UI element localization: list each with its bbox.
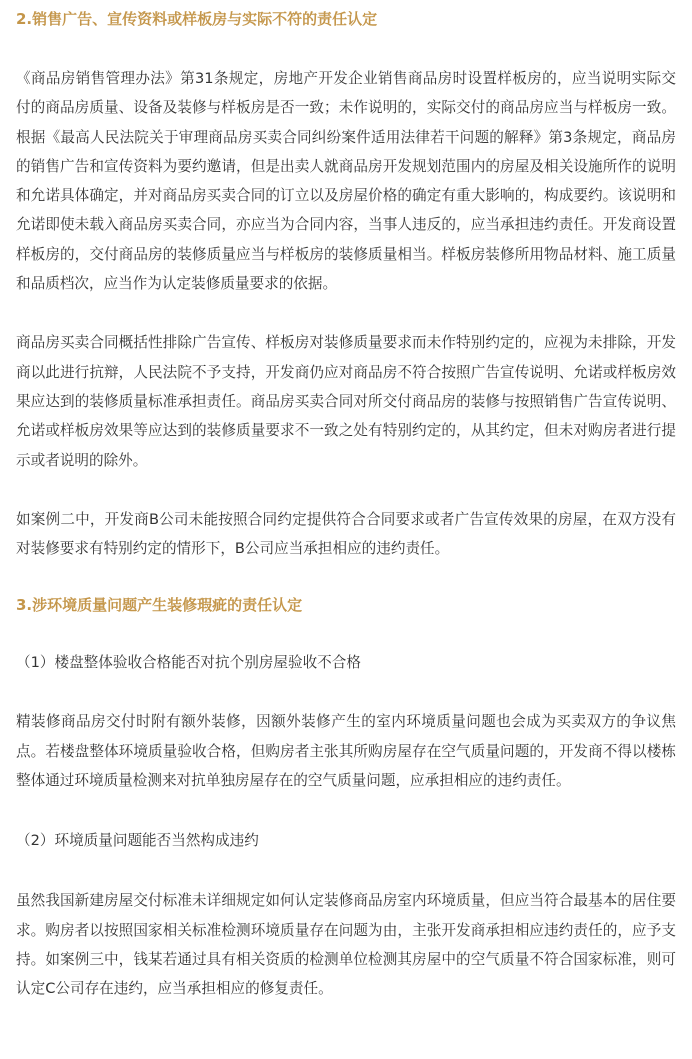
- paragraph: 《商品房销售管理办法》第31条规定，房地产开发企业销售商品房时设置样板房的，应当说明实际交付的商品房质量、设备及装修与样板房是否一致；未作说明的，实际交付的商品房应当与样板房一致。根据《最高人民法院关于审理商品房买卖合同纠纷案件适用法律若干问题的解释》第3条规定，商品房的销售广告和宣传资料为要约邀请，但是出卖人就商品房开发规划范围内的房屋及相关设施所作的说明和允诺具体确定，并对商品房买卖合同的订立以及房屋价格的确定有重大影响的，构成要约。该说明和允诺即使未载入商品房买卖合同，亦应当为合同内容，当事人违反的，应当承担违约责任。开发商设置样板房的，交付商品房的装修质量应当与样板房的装修质量相当。样板房装修所用物品材料、施工质量和品质档次，应当作为认定装修质量要求的依据。: [16, 70, 676, 293]
- paragraph: 商品房买卖合同概括性排除广告宣传、样板房对装修质量要求而未作特别约定的，应视为未排除，开发商以此进行抗辩，人民法院不予支持，开发商仍应对商品房不符合按照广告宣传说明、允诺或样板房效果应达到的装修质量标准承担责任。商品房买卖合同对所交付商品房的装修与按照销售广告宣传说明、允诺或样板房效果等应达到的装修质量要求不一致之处有特别约定的，从其约定，但未对购房者进行提示或者说明的除外。: [16, 334, 676, 469]
- paragraph: 如案例二中，开发商B公司未能按照合同约定提供符合合同要求或者广告宣传效果的房屋，在双方没有对装修要求有特别约定的情形下，B公司应当承担相应的违约责任。: [16, 510, 676, 558]
- subheading-1: （1）楼盘整体验收合格能否对抗个别房屋验收不合格: [16, 654, 361, 672]
- section-heading-3: 3.涉环境质量问题产生装修瑕疵的责任认定: [16, 596, 303, 615]
- paragraph: 虽然我国新建房屋交付标准未详细规定如何认定装修商品房室内环境质量，但应当符合最基本的居住要求。购房者以按照国家相关标准检测环境质量存在问题为由，主张开发商承担相应违约责任的，应予支持。如案例三中，钱某若通过具有相关资质的检测单位检测其房屋中的空气质量不符合国家标准，则可认定C公司存在违约，应当承担相应的修复责任。: [16, 892, 676, 998]
- section-heading-2: 2.销售广告、宣传资料或样板房与实际不符的责任认定: [16, 10, 378, 28]
- paragraph: 精装修商品房交付时附有额外装修，因额外装修产生的室内环境质量问题也会成为买卖双方的争议焦点。若楼盘整体环境质量验收合格，但购房者主张其所购房屋存在空气质量问题的，开发商不得以楼栋整体通过环境质量检测来对抗单独房屋存在的空气质量问题，应承担相应的违约责任。: [16, 713, 676, 790]
- subheading-2: （2）环境质量问题能否当然构成违约: [16, 832, 259, 850]
